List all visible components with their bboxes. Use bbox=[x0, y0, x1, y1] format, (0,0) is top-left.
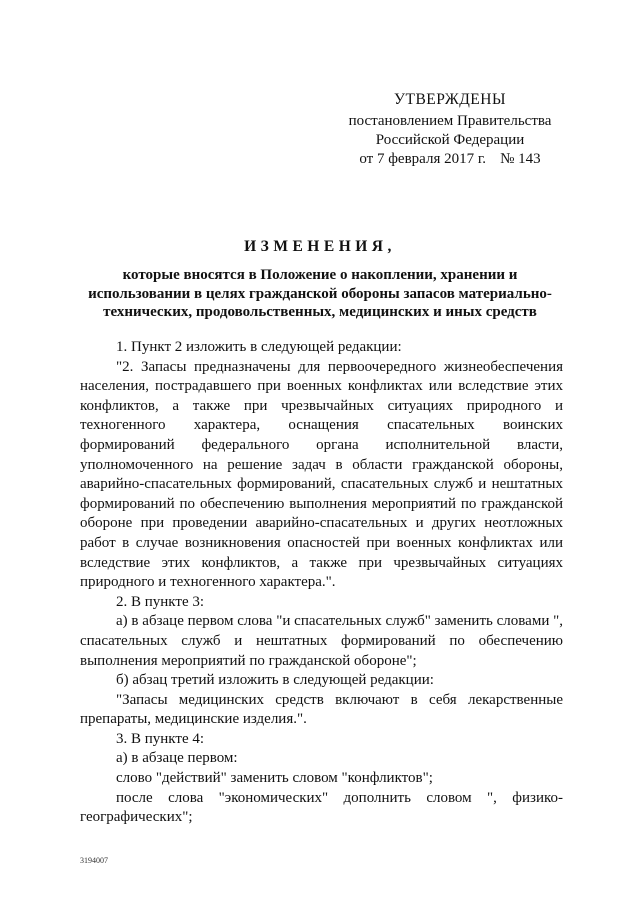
document-body bbox=[80, 338, 563, 828]
subtitle-line-1: которые вносятся в Положение о накоплении, хранении и bbox=[122, 267, 518, 283]
paragraph-item-3a-1: слово "действий" заменить словом "конфликтов"; bbox=[116, 770, 433, 787]
subtitle-line-2: использовании в целях гражданской обороны запасов материально- bbox=[88, 285, 552, 302]
approval-date-line bbox=[330, 150, 570, 169]
paragraph-item-2a: а) в абзаце первом слова "и спасательных служб" заменить словами ", спасательных служб и нештатных формирований по обеспечению выполнения мероприятий по гражданской обороне"; bbox=[80, 613, 563, 669]
document-title: ИЗМЕНЕНИЯ, bbox=[244, 238, 396, 255]
paragraph-item-1-text: "2. Запасы предназначены для первоочередного жизнеобеспечения населения, пострадавшего при военных конфликтах или вследствие этих конфликтов, а также при чрезвычайных ситуациях природного и техногенного характера, оснащения спасательных воинских формирований федерального органа исполнительной власти, уполномоченного на решение задач в области гражданской обороны, аварийно-спасательных формирований, спасательных служб и нештатных формирований по обеспечению выполнения мероприятий по гражданской обороне при проведении аварийно-спасательных и других неотложных работ в случае возникновения опасностей при военных конфликтах или вследствие этих конфликтов, а также при чрезвычайных ситуациях природного и техногенного характера.". bbox=[80, 358, 563, 591]
paragraph-item-2: 2. В пункте 3: bbox=[116, 593, 205, 610]
footer-code: 3194007 bbox=[80, 856, 108, 865]
approval-line-1: постановлением Правительства bbox=[348, 113, 552, 129]
paragraph-item-2b-text: "Запасы медицинских средств включают в себя лекарственные препараты, медицинские изделия.". bbox=[80, 691, 563, 728]
approval-block bbox=[330, 90, 570, 169]
approval-date: от 7 февраля 2017 г. bbox=[359, 151, 487, 167]
paragraph-item-1: 1. Пункт 2 изложить в следующей редакции: bbox=[116, 339, 402, 355]
approval-number: № 143 bbox=[500, 151, 541, 167]
approval-heading: УТВЕРЖДЕНЫ bbox=[394, 91, 506, 108]
approval-line-2: Российской Федерации bbox=[375, 132, 525, 148]
paragraph-item-3a-2: после слова "экономических" дополнить словом ", физико-географических"; bbox=[80, 789, 563, 826]
paragraph-item-3: 3. В пункте 4: bbox=[116, 730, 205, 747]
document-subtitle bbox=[80, 266, 560, 322]
paragraph-item-2b: б) абзац третий изложить в следующей редакции: bbox=[116, 672, 434, 689]
subtitle-line-3: технических, продовольственных, медицинских и иных средств bbox=[103, 304, 537, 320]
paragraph-item-3a: а) в абзаце первом: bbox=[116, 750, 238, 767]
